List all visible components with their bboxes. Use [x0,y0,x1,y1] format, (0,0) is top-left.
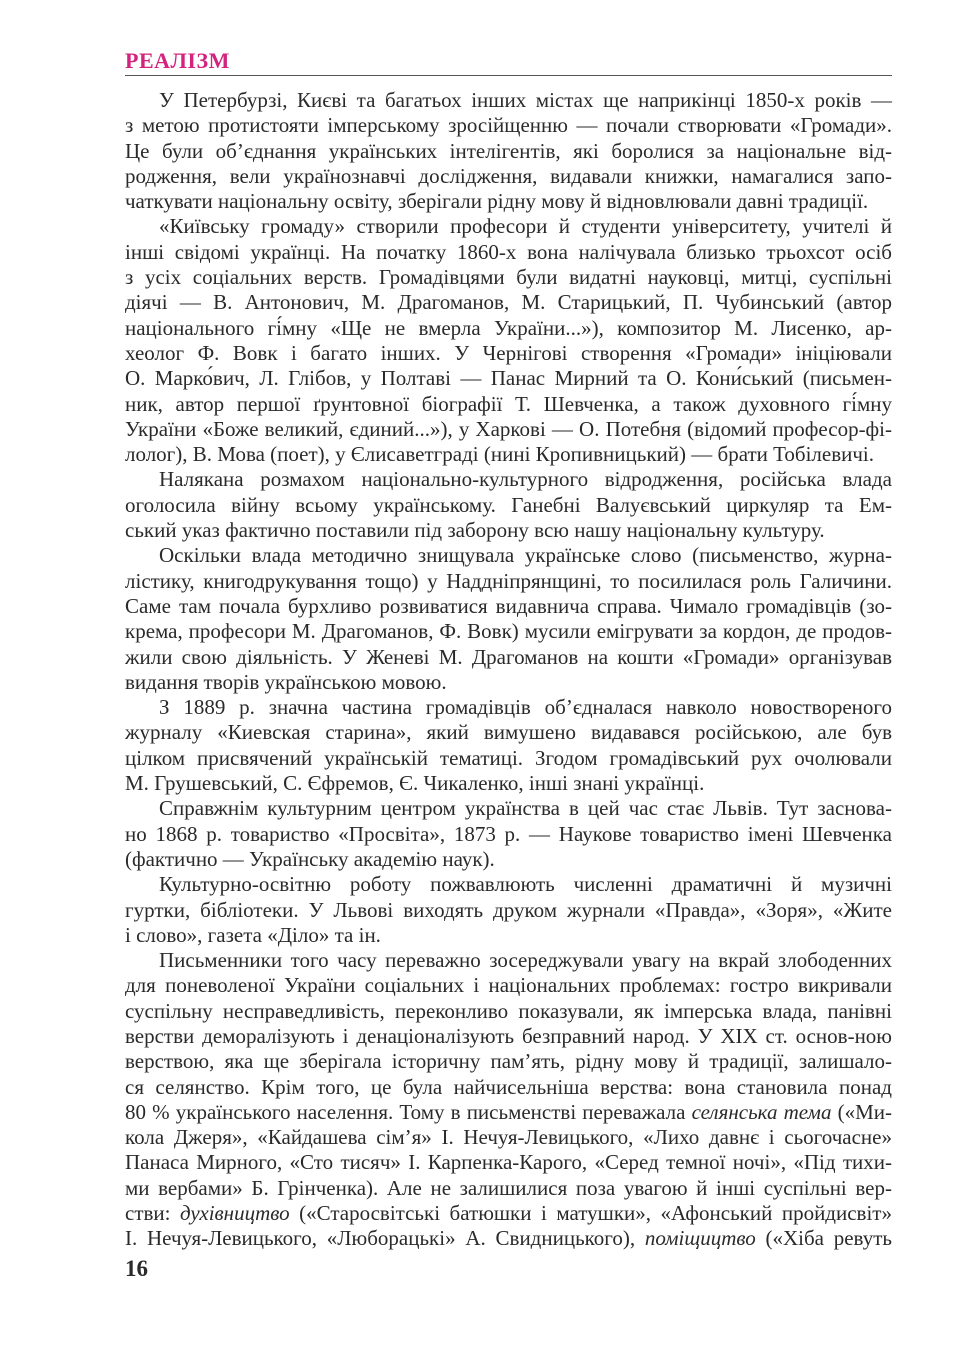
text-line: лістику, книгодрукування тощо) у Наддніпрянщині, то посилилася роль Галичини. [125,568,892,593]
text-line: оголосила війну всьому українському. Ганебні Валуєвський циркуляр та Ем- [125,492,892,517]
text-line: Це були об’єднання українських інтелігентів, які боролися за національне від- [125,138,892,163]
paragraph [125,796,892,872]
text-line: Культурно-освітню роботу пожвавлюють численні драматичні й музичні [159,872,892,897]
text-line: Справжнім культурним центром українства в цей час стає Львів. Тут заснова- [159,796,892,821]
text-line: суспільну несправедливість, переконливо показували, як імперська влада, панівні [125,998,892,1023]
text-line: ми вербами» Б. Грінченка). Але не залишилися поза увагою й інші суспільні вер- [125,1175,892,1200]
text-line: Саме там почала бурхливо розвиватися видавнича справа. Чимало громадівців (зо- [125,593,892,618]
text-line: верствою, яка ще зберігала історичну пам’ять, рідну мову й традиції, залишало- [125,1049,892,1074]
text-line: но 1868 р. товариство «Просвіта», 1873 р. — Наукове товариство імені Шевченка [125,821,892,846]
text-line: і слово», газета «Діло» та ін. [125,922,381,947]
text-line: цілком присвячений українській тематиці. Згодом громадівський рух очолювали [125,745,892,770]
text-line: крема, професори М. Драгоманов, Ф. Вовк) мусили емігрувати за кордон, де продов- [125,619,892,644]
paragraph [125,88,892,214]
text-line: національного гі́мну «Ще не вмерла України...»), композитор М. Лисенко, ар- [125,315,892,340]
header-divider [125,75,892,76]
paragraph [125,872,892,948]
text-line: ник, автор першої ґрунтовної біографії Т. Шевченка, а також духовного гі́мну [125,391,892,416]
text-line: 80 % українського населення. Тому в письменстві переважала селянська тема («Ми- [125,1099,892,1124]
text-line: ський указ фактично поставили під заборону всю нашу національну культуру. [125,518,825,543]
text-line: У Петербурзі, Києві та багатьох інших містах ще наприкінці 1850-х років — [159,88,892,112]
text-line: України «Боже великий, єдиний...»), у Харкові — О. Потебня (відомий професор-фі- [125,416,892,441]
text-line: І. Нечуя-Левицького, «Люборацькі» А. Свидницького), поміщицтво («Хіба ревуть [125,1226,893,1251]
text-line: жили свою діяльність. У Женеві М. Драгоманов на кошти «Громади» організував [125,644,892,669]
paragraph [125,467,892,543]
text-line: кола Джеря», «Кайдашева сім’я» І. Нечуя-Левицького, «Лихо давнє і сьогочасне» [125,1125,892,1150]
paragraph [125,214,892,467]
text-line: родження, вели українознавчі дослідження, видавали книжки, намагалися запо- [125,163,892,188]
page-number: 16 [125,1256,148,1281]
text-line: Панаса Мирного, «Сто тисяч» І. Карпенка-Карого, «Серед темної ночі», «Під тихи- [125,1150,892,1175]
text-line: хеолог Ф. Вовк і багато інших. У Чернігові створення «Громади» ініціювали [125,340,892,365]
text-line: журналу «Киевская старина», який вимушено видавався російською, але був [125,720,892,745]
body-text [125,88,892,1252]
text-line: для поневоленої України соціальних і національних проблемах: гостро викривали [125,973,892,998]
text-line: з усіх соціальних верств. Громадівцями були видатні науковці, митці, суспільні [125,265,892,290]
text-line: видання творів українською мовою. [125,669,447,694]
text-line: (фактично — Українську академію наук). [125,846,495,871]
text-line: гуртки, бібліотеки. У Львові виходять друком журнали «Правда», «Зоря», «Жите [125,897,892,922]
text-line: Оскільки влада методично знищувала українське слово (письменство, журна- [159,543,892,568]
text-line: «Київську громаду» створили професори й студенти університету, учителі й [159,214,892,239]
text-line: з метою протистояти імперському зросійщенню — почали створювати «Громади». [125,113,892,138]
paragraph [125,695,892,796]
text-line: Письменники того часу переважно зосереджували увагу на вкрай злободенних [159,948,892,973]
text-line: З 1889 р. значна частина громадівців об’єдналася навколо новоствореного [159,695,892,720]
text-line: лолог), В. Мова (поет), у Єлисаветграді (нині Кропивницький) — брати Тобілевичі. [125,442,875,467]
text-line: чаткувати національну освіту, зберігали рідну мову й відновлювали давні традиції. [125,189,869,214]
text-line: стви: духівництво («Старосвітські батюшки і матушки», «Афонський пройдисвіт» [125,1201,892,1226]
section-title: РЕАЛІЗМ [125,48,230,73]
text-line: верстви деморалізують і денаціоналізують безправний народ. У XIX ст. основ-ною [125,1023,892,1048]
paragraph [125,948,892,1252]
text-line: О. Марко́вич, Л. Глібов, у Полтаві — Панас Мирний та О. Кони́ський (письмен- [125,366,892,391]
paragraph [125,543,892,695]
text-line: М. Грушевський, С. Єфремов, Є. Чикаленко, інші знані українці. [125,771,705,796]
text-line: Налякана розмахом національно-культурного відродження, російська влада [159,467,892,492]
text-line: інші свідомі українці. На початку 1860-х вона налічувала близько трьохсот осіб [125,239,892,264]
text-line: діячі — В. Антонович, М. Драгоманов, М. Старицький, П. Чубинський (автор [125,290,892,315]
text-line: ся селянство. Крім того, це була найчисельніша верства: вона становила понад [125,1074,892,1099]
